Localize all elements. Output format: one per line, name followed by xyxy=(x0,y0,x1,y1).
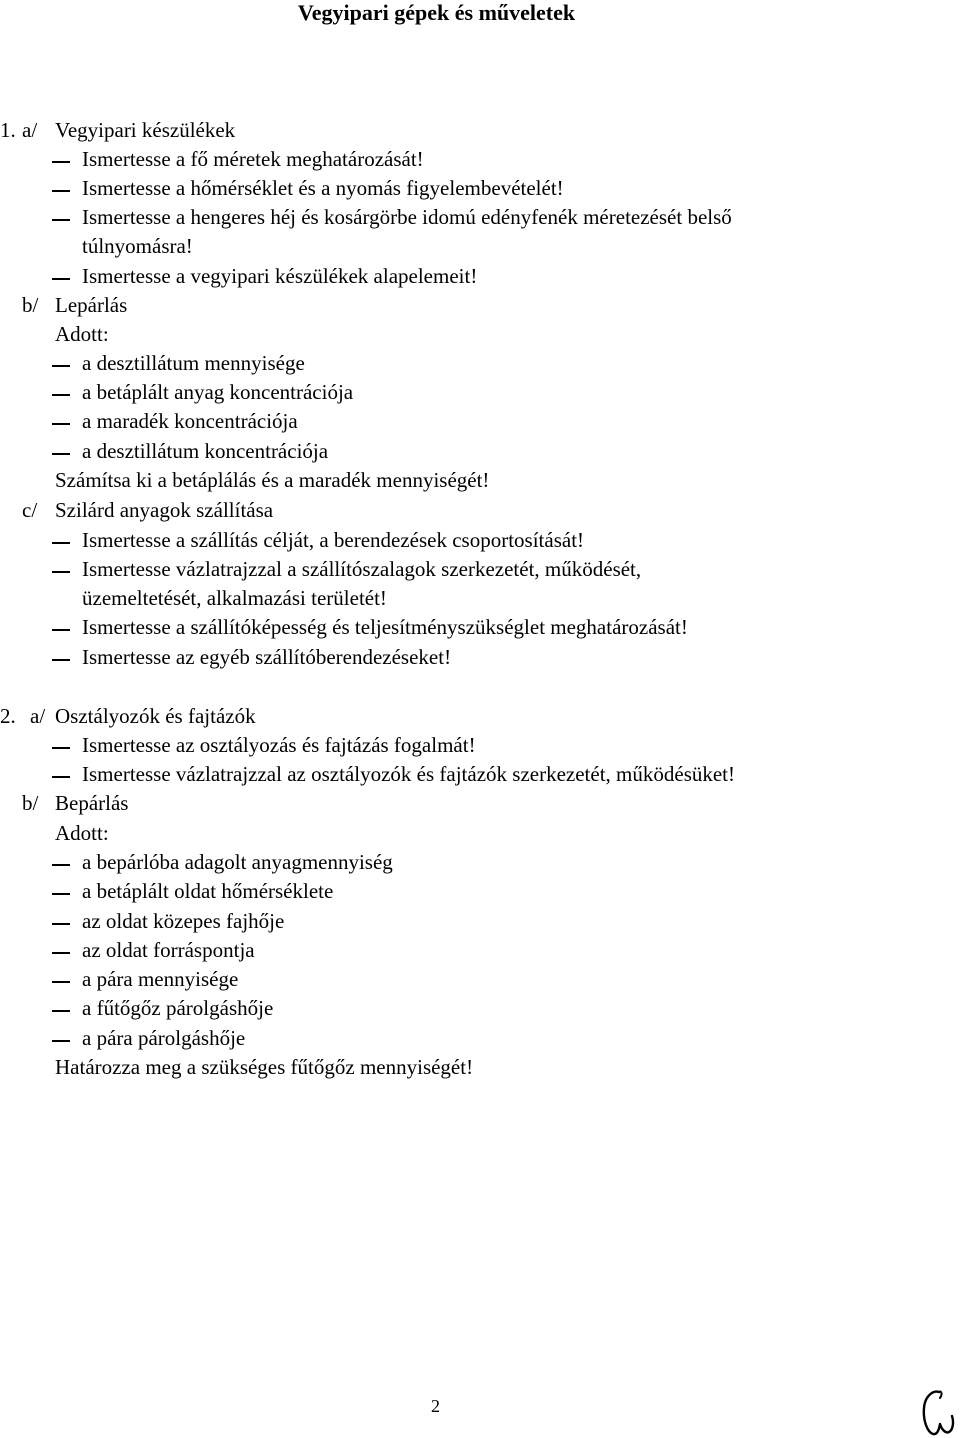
q1-a-item-1: Ismertesse a fő méretek meghatározását! xyxy=(82,147,424,171)
q2-b-task: Határozza meg a szükséges fűtőgőz mennyiségét! xyxy=(55,1055,474,1079)
q2-b-title: Bepárlás xyxy=(55,791,129,815)
q1-c-item-1: Ismertesse a szállítás célját, a berendezések csoportosítását! xyxy=(82,528,585,552)
q2-b-label: b/ xyxy=(22,791,39,815)
q1-b-item-1: a desztillátum mennyisége xyxy=(82,351,305,375)
q2-b-item-7: a pára párolgáshője xyxy=(82,1026,246,1050)
q2-a-item-1: Ismertesse az osztályozás és fajtázás fogalmát! xyxy=(82,733,476,757)
q1-b-item-3: a maradék koncentrációja xyxy=(82,409,298,433)
q2-b-item-4: az oldat forráspontja xyxy=(82,938,255,962)
q1-a-label: a/ xyxy=(22,118,38,142)
document-title: Vegyipari gépek és műveletek xyxy=(297,0,576,25)
q2-b-item-6: a fűtőgőz párolgáshője xyxy=(82,996,274,1020)
q1-b-title: Lepárlás xyxy=(55,293,128,317)
q2-a-title: Osztályozók és fajtázók xyxy=(55,704,256,728)
q1-a-item-4: Ismertesse a vegyipari készülékek alapelemeit! xyxy=(82,264,478,288)
q1-c-item-3: Ismertesse a szállítóképesség és teljesítményszükséglet meghatározását! xyxy=(82,615,688,639)
q1-c-label: c/ xyxy=(22,498,38,522)
signature-icon xyxy=(919,1388,957,1436)
q1-c-title: Szilárd anyagok szállítása xyxy=(55,498,274,522)
q1-c-item-4: Ismertesse az egyéb szállítóberendezéseket! xyxy=(82,645,452,669)
q1-a-title: Vegyipari készülékek xyxy=(55,118,236,142)
q2-b-item-1: a bepárlóba adagolt anyagmennyiség xyxy=(82,850,393,874)
q1-b-given: Adott: xyxy=(55,322,109,346)
q1-a-item-3-cont: túlnyomásra! xyxy=(82,234,193,258)
q1-c-item-2: Ismertesse vázlatrajzzal a szállítószalagok szerkezetét, működését, xyxy=(82,557,642,581)
page-number: 2 xyxy=(431,1396,440,1416)
q1-number: 1. xyxy=(0,118,16,142)
q2-b-item-2: a betáplált oldat hőmérséklete xyxy=(82,879,334,903)
q1-b-item-2: a betáplált anyag koncentrációja xyxy=(82,380,354,404)
q2-b-given: Adott: xyxy=(55,821,109,845)
q1-a-item-2: Ismertesse a hőmérséklet és a nyomás figyelembevételét! xyxy=(82,176,564,200)
q2-b-item-5: a pára mennyisége xyxy=(82,967,239,991)
q2-a-label: a/ xyxy=(30,704,46,728)
q2-a-item-2: Ismertesse vázlatrajzzal az osztályozók és fajtázók szerkezetét, működésüket! xyxy=(82,762,736,786)
q1-a-item-3: Ismertesse a hengeres héj és kosárgörbe idomú edényfenék méretezését belső xyxy=(82,205,732,229)
q1-b-label: b/ xyxy=(22,293,39,317)
q2-b-item-3: az oldat közepes fajhője xyxy=(82,909,285,933)
q1-c-item-2-cont: üzemeltetését, alkalmazási területét! xyxy=(82,586,387,610)
q1-b-item-4: a desztillátum koncentrációja xyxy=(82,439,329,463)
q2-number: 2. xyxy=(0,704,16,728)
q1-b-task: Számítsa ki a betáplálás és a maradék mennyiségét! xyxy=(55,468,490,492)
